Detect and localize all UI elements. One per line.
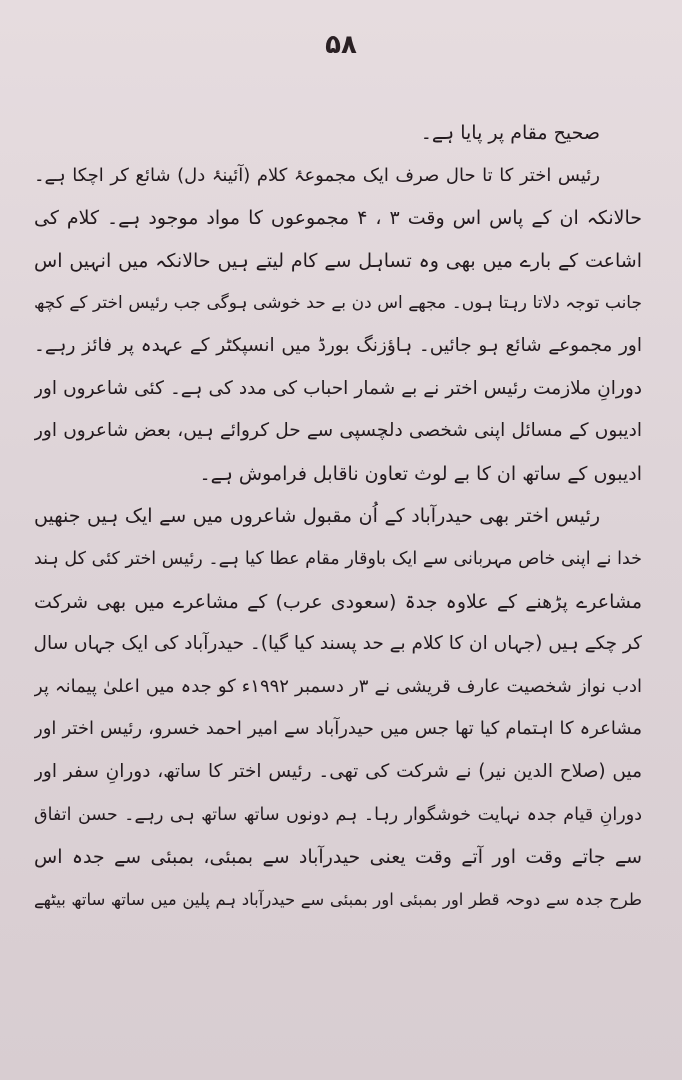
text-line: ادیبوں کے ساتھ ان کا بے لوث تعاون ناقابل فراموش ہے۔ [199, 462, 642, 485]
text-line: طرح جدہ سے دوحہ قطر اور بمبئی اور بمبئی سے حیدرآباد ہم پلین میں ساتھ ساتھ بیٹھے [34, 889, 642, 909]
text-line: اور مجموعے شائع ہو جائیں۔ ہاؤزنگ بورڈ میں انسپکٹر کے عہدہ پر فائز رہے۔ [34, 334, 642, 356]
page-body-text [34, 112, 642, 921]
text-line: جانب توجہ دلاتا رہتا ہوں۔ مجھے اس دن بے حد خوشی ہوگی جب رئیس اختر کے کچھ [34, 293, 642, 314]
text-line: میں (صلاح الدین نیر) نے شرکت کی تھی۔ رئیس اختر کا ساتھ، دورانِ سفر اور [34, 760, 642, 782]
text-line: سے جاتے وقت اور آتے وقت یعنی حیدرآباد سے بمبئی، بمبئی سے جدہ اس [34, 846, 642, 869]
text-line: حالانکہ ان کے پاس اس وقت ۳ ، ۴ مجموعوں کا مواد موجود ہے۔ کلام کی [34, 207, 642, 230]
text-line: اشاعت کے بارے میں بھی وہ تساہل سے کام لیتے ہیں حالانکہ میں انہیں اس [34, 249, 642, 272]
text-line: صحیح مقام پر پایا ہے۔ [420, 122, 600, 144]
text-line: رئیس اختر کا تا حال صرف ایک مجموعۂ کلام (آئینۂ دل) شائع کر اچکا ہے۔ [34, 164, 600, 186]
text-line: کر چکے ہیں (جہاں ان کا کلام بے حد پسند کیا گیا)۔ حیدرآباد کی ایک جہاں سال [34, 633, 642, 655]
text-line: ادیبوں کے مسائل اپنی شخصی دلچسپی سے حل کروائے ہیں، بعض شاعروں اور [34, 420, 642, 442]
text-line: مشاعرے پڑھنے کے علاوہ جدۃ (سعودی عرب) کے مشاعرے میں بھی شرکت [34, 590, 642, 613]
text-line: خدا نے اپنی خاص مہربانی سے ایک باوقار مقام عطا کیا ہے۔ رئیس اختر کئی کل ہند [34, 548, 642, 569]
text-line: ادب نواز شخصیت عارف قریشی نے ۳ر دسمبر ۱۹۹۲ء کو جدہ میں اعلیٰ پیمانہ پر [34, 675, 642, 697]
text-line: رئیس اختر بھی حیدرآباد کے اُن مقبول شاعروں میں سے ایک ہیں جنھیں [34, 505, 600, 528]
page-number: ۵۸ [325, 30, 357, 60]
text-line: دورانِ قیام جدہ نہایت خوشگوار رہا۔ ہم دونوں ساتھ ساتھ ہی رہے۔ حسن اتفاق [34, 804, 642, 825]
text-line: دورانِ ملازمت رئیس اختر نے بے شمار احباب کی مدد کی ہے۔ کئی شاعروں اور [34, 377, 642, 399]
text-line: مشاعرہ کا اہتمام کیا تھا جس میں حیدرآباد سے امیر احمد خسرو، رئیس اختر اور [34, 718, 642, 740]
